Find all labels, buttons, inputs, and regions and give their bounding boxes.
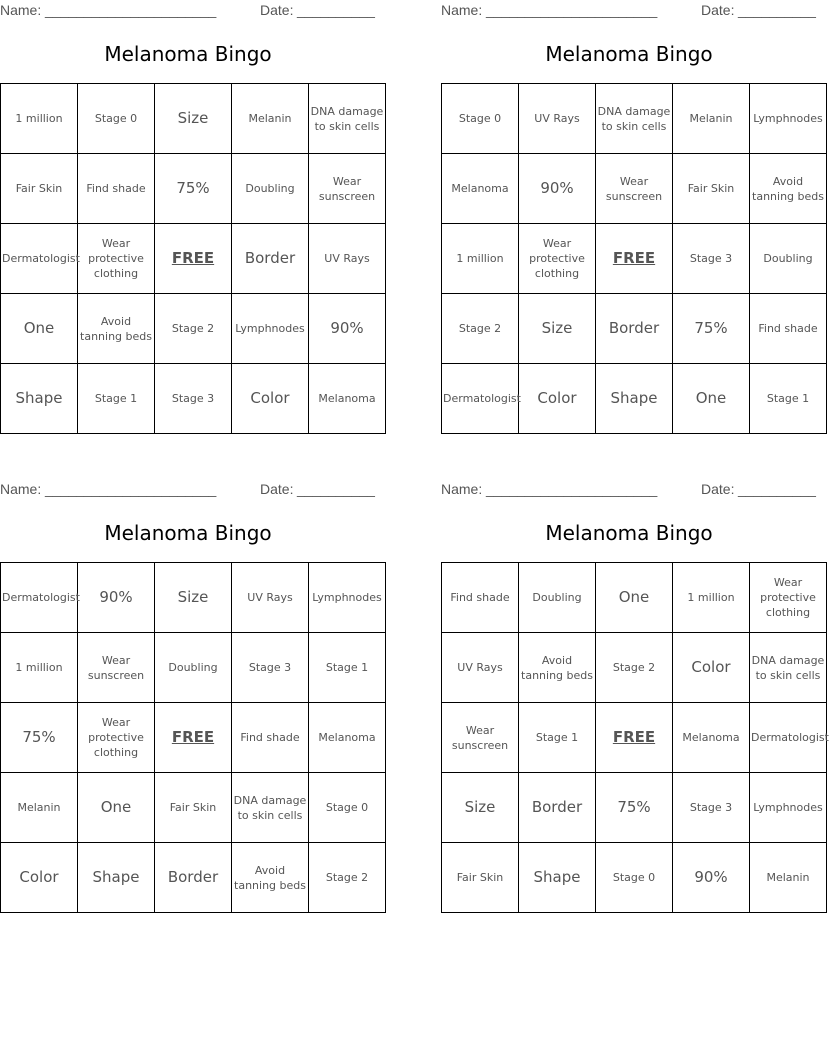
- bingo-cell: Wear protective clothing: [519, 224, 596, 294]
- card-title: Melanoma Bingo: [545, 521, 713, 545]
- bingo-cell: Stage 1: [519, 703, 596, 773]
- bingo-cell: Stage 0: [78, 84, 155, 154]
- date-blank: __________: [738, 2, 816, 18]
- bingo-cell: Size: [155, 563, 232, 633]
- bingo-cell: 1 million: [673, 563, 750, 633]
- bingo-cell: Stage 1: [309, 633, 386, 703]
- bingo-row: [442, 364, 827, 434]
- bingo-cell: Melanin: [750, 843, 827, 913]
- bingo-cell: Lymphnodes: [309, 563, 386, 633]
- name-label: Name:: [441, 2, 483, 18]
- bingo-cell: Color: [519, 364, 596, 434]
- bingo-cell: Lymphnodes: [232, 294, 309, 364]
- name-date-line: [441, 481, 817, 499]
- name-date-line: [0, 2, 376, 20]
- free-space-cell: FREE: [596, 703, 673, 773]
- bingo-cell: 1 million: [1, 633, 78, 703]
- bingo-cell: Lymphnodes: [750, 773, 827, 843]
- bingo-cell: Avoid tanning beds: [750, 154, 827, 224]
- bingo-cell: Find shade: [442, 563, 519, 633]
- name-date-line: [0, 481, 376, 499]
- bingo-cell: 75%: [673, 294, 750, 364]
- free-space-cell: FREE: [596, 224, 673, 294]
- date-blank: __________: [297, 2, 375, 18]
- bingo-cell: Border: [519, 773, 596, 843]
- date-blank: __________: [738, 481, 816, 497]
- bingo-cell: Size: [519, 294, 596, 364]
- bingo-cell: One: [1, 294, 78, 364]
- bingo-cell: 75%: [155, 154, 232, 224]
- bingo-cell: 75%: [1, 703, 78, 773]
- bingo-cell: 90%: [673, 843, 750, 913]
- name-blank: ______________________: [45, 2, 217, 18]
- bingo-row: [1, 294, 386, 364]
- bingo-cell: Doubling: [232, 154, 309, 224]
- bingo-cell: Border: [596, 294, 673, 364]
- bingo-cell: Stage 3: [232, 633, 309, 703]
- bingo-cell: Melanin: [232, 84, 309, 154]
- bingo-row: [1, 563, 386, 633]
- bingo-cell: 1 million: [1, 84, 78, 154]
- bingo-cell: 90%: [309, 294, 386, 364]
- bingo-row: [1, 364, 386, 434]
- bingo-row: [442, 843, 827, 913]
- name-label: Name:: [441, 481, 483, 497]
- date-label: Date:: [260, 481, 294, 497]
- bingo-cell: Avoid tanning beds: [232, 843, 309, 913]
- bingo-row: [1, 224, 386, 294]
- bingo-row: [1, 633, 386, 703]
- bingo-row: [1, 773, 386, 843]
- bingo-cell: Color: [673, 633, 750, 703]
- name-blank: ______________________: [45, 481, 217, 497]
- bingo-cell: Wear sunscreen: [442, 703, 519, 773]
- bingo-cell: Wear sunscreen: [596, 154, 673, 224]
- bingo-row: [1, 843, 386, 913]
- bingo-cell: Melanoma: [442, 154, 519, 224]
- bingo-cell: Dermatologist: [1, 563, 78, 633]
- bingo-cell: Doubling: [519, 563, 596, 633]
- name-blank: ______________________: [486, 2, 658, 18]
- bingo-cell: DNA damage to skin cells: [309, 84, 386, 154]
- bingo-cell: Color: [1, 843, 78, 913]
- bingo-cell: Size: [442, 773, 519, 843]
- name-label: Name:: [0, 2, 42, 18]
- bingo-cell: Melanoma: [309, 703, 386, 773]
- bingo-cell: Color: [232, 364, 309, 434]
- date-label: Date:: [701, 481, 735, 497]
- bingo-cell: Dermatologist: [442, 364, 519, 434]
- bingo-cell: Border: [155, 843, 232, 913]
- bingo-cell: Stage 2: [309, 843, 386, 913]
- bingo-cell: Dermatologist: [750, 703, 827, 773]
- bingo-grid: [441, 562, 827, 913]
- bingo-cell: Stage 3: [155, 364, 232, 434]
- bingo-grid: [441, 83, 827, 434]
- bingo-cell: Doubling: [750, 224, 827, 294]
- bingo-cell: DNA damage to skin cells: [232, 773, 309, 843]
- bingo-cell: 1 million: [442, 224, 519, 294]
- bingo-cell: Shape: [1, 364, 78, 434]
- bingo-cell: One: [673, 364, 750, 434]
- bingo-cell: Fair Skin: [442, 843, 519, 913]
- bingo-row: [442, 294, 827, 364]
- bingo-row: [442, 703, 827, 773]
- bingo-cell: Size: [155, 84, 232, 154]
- bingo-cell: Shape: [596, 364, 673, 434]
- bingo-cell: Shape: [78, 843, 155, 913]
- bingo-cell: Find shade: [750, 294, 827, 364]
- bingo-cell: Stage 2: [442, 294, 519, 364]
- bingo-cell: One: [596, 563, 673, 633]
- bingo-cell: Fair Skin: [1, 154, 78, 224]
- bingo-cell: Dermatologist: [1, 224, 78, 294]
- bingo-row: [442, 563, 827, 633]
- bingo-cell: Border: [232, 224, 309, 294]
- bingo-cell: Wear protective clothing: [78, 703, 155, 773]
- bingo-cell: 90%: [78, 563, 155, 633]
- bingo-cell: Avoid tanning beds: [78, 294, 155, 364]
- bingo-cell: DNA damage to skin cells: [596, 84, 673, 154]
- free-space-cell: FREE: [155, 703, 232, 773]
- date-label: Date:: [701, 2, 735, 18]
- bingo-grid: [0, 562, 386, 913]
- bingo-cell: Shape: [519, 843, 596, 913]
- bingo-cell: Stage 3: [673, 773, 750, 843]
- card-title: Melanoma Bingo: [545, 42, 713, 66]
- bingo-cell: UV Rays: [309, 224, 386, 294]
- bingo-cell: Stage 2: [155, 294, 232, 364]
- bingo-cell: Wear protective clothing: [78, 224, 155, 294]
- bingo-row: [442, 84, 827, 154]
- name-date-line: [441, 2, 817, 20]
- bingo-row: [442, 633, 827, 703]
- bingo-cell: Avoid tanning beds: [519, 633, 596, 703]
- bingo-row: [442, 773, 827, 843]
- bingo-cell: UV Rays: [519, 84, 596, 154]
- bingo-cell: DNA damage to skin cells: [750, 633, 827, 703]
- bingo-cell: Stage 2: [596, 633, 673, 703]
- bingo-cell: UV Rays: [232, 563, 309, 633]
- bingo-grid: [0, 83, 386, 434]
- bingo-row: [1, 84, 386, 154]
- bingo-cell: Stage 0: [596, 843, 673, 913]
- bingo-cell: Stage 1: [750, 364, 827, 434]
- card-title: Melanoma Bingo: [104, 521, 272, 545]
- bingo-row: [442, 154, 827, 224]
- bingo-cell: Melanin: [673, 84, 750, 154]
- card-title: Melanoma Bingo: [104, 42, 272, 66]
- bingo-cell: Melanoma: [309, 364, 386, 434]
- bingo-cell: Stage 3: [673, 224, 750, 294]
- bingo-cell: UV Rays: [442, 633, 519, 703]
- bingo-cell: Lymphnodes: [750, 84, 827, 154]
- bingo-cell: Wear protective clothing: [750, 563, 827, 633]
- bingo-cell: Stage 0: [442, 84, 519, 154]
- bingo-cell: 75%: [596, 773, 673, 843]
- bingo-row: [1, 703, 386, 773]
- bingo-cell: 90%: [519, 154, 596, 224]
- date-blank: __________: [297, 481, 375, 497]
- bingo-cell: Stage 1: [78, 364, 155, 434]
- name-blank: ______________________: [486, 481, 658, 497]
- bingo-cell: Stage 0: [309, 773, 386, 843]
- bingo-cell: One: [78, 773, 155, 843]
- bingo-cell: Melanoma: [673, 703, 750, 773]
- bingo-cell: Wear sunscreen: [78, 633, 155, 703]
- bingo-cell: Wear sunscreen: [309, 154, 386, 224]
- bingo-cell: Find shade: [78, 154, 155, 224]
- bingo-cell: Fair Skin: [155, 773, 232, 843]
- name-label: Name:: [0, 481, 42, 497]
- bingo-cell: Doubling: [155, 633, 232, 703]
- bingo-row: [442, 224, 827, 294]
- bingo-row: [1, 154, 386, 224]
- bingo-cell: Find shade: [232, 703, 309, 773]
- bingo-cell: Fair Skin: [673, 154, 750, 224]
- bingo-cell: Melanin: [1, 773, 78, 843]
- date-label: Date:: [260, 2, 294, 18]
- free-space-cell: FREE: [155, 224, 232, 294]
